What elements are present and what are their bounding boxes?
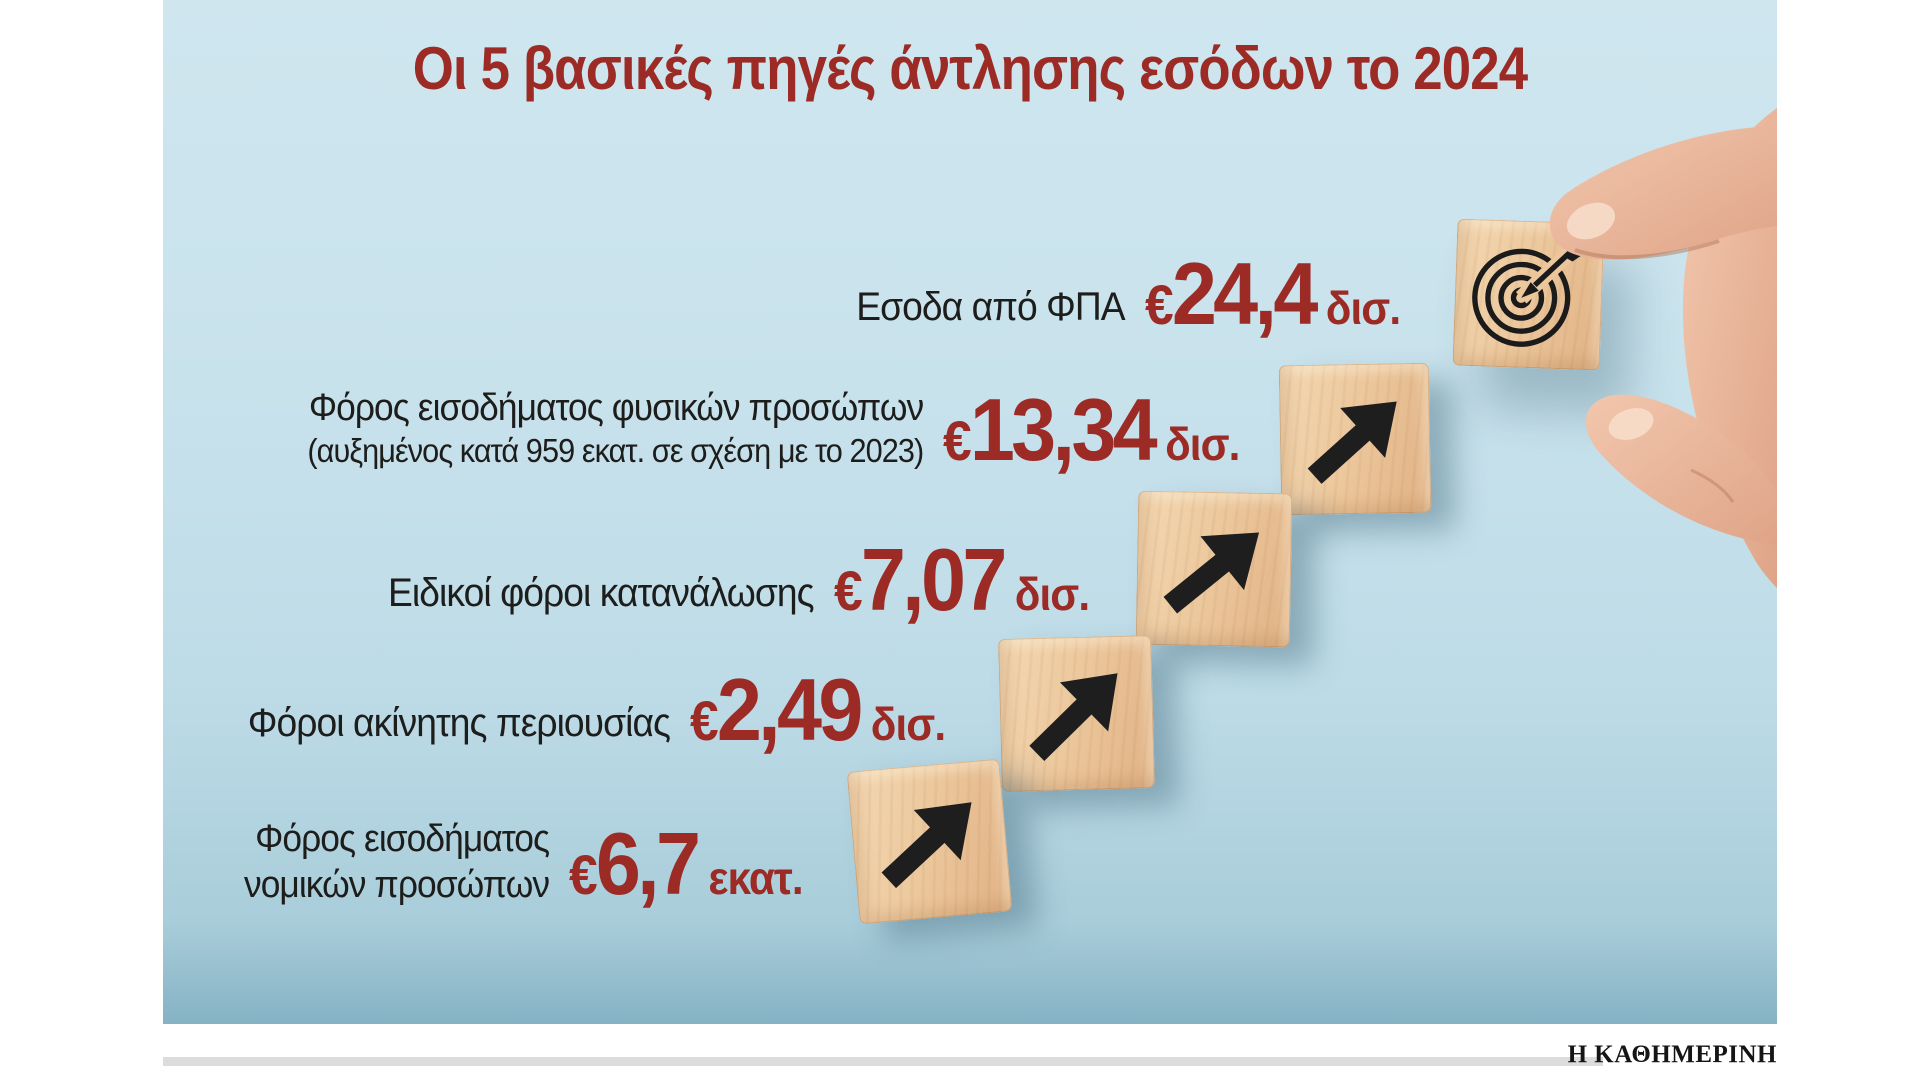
euro-sign: € (943, 409, 970, 472)
value-number: 24,4 (1171, 244, 1315, 343)
row-label: Εσοδα από ΦΠΑ (856, 285, 1125, 329)
euro-sign: € (1145, 273, 1172, 336)
thumbnail (1604, 403, 1657, 446)
row-label: Φόροι ακίνητης περιουσίας (247, 701, 670, 745)
row-value (943, 380, 1240, 479)
value-number: 6,7 (595, 814, 698, 913)
value-unit: δισ. (1325, 282, 1401, 334)
arrow-up-icon (847, 759, 1013, 925)
row-label (244, 816, 549, 909)
row-label: Ειδικοί φόροι κατανάλωσης (388, 571, 814, 615)
wood-block-step-3 (1136, 491, 1293, 648)
target-bullseye-icon (1452, 218, 1604, 370)
row-value (690, 660, 946, 759)
arrow-up-icon (1279, 363, 1432, 516)
value-number: 13,34 (969, 380, 1155, 479)
thumb-crease (1691, 470, 1733, 502)
row-label-line2: (αυξημένος κατά 959 εκατ. σε σχέση με το 2023) (307, 432, 923, 470)
euro-sign: € (569, 843, 596, 906)
revenue-row-excise-duties (388, 530, 1111, 629)
wood-block-step-5-target (1452, 218, 1604, 370)
value-number: 7,07 (860, 530, 1004, 629)
row-label-line2: νομικών προσώπων (243, 864, 549, 907)
revenue-row-personal-income-tax (307, 380, 1265, 479)
euro-sign: € (690, 689, 717, 752)
row-label-line1: Φόρος εισοδήματος (255, 817, 549, 860)
infographic-photo (163, 0, 1777, 1024)
newspaper-logo: Η ΚΑΘΗΜΕΡΙΝΗ (1567, 1041, 1777, 1068)
arrow-up-icon (998, 635, 1155, 792)
divider-bar (163, 1057, 1603, 1066)
wood-block-step-1 (847, 759, 1013, 925)
revenue-row-corporate-income-tax (243, 814, 823, 913)
row-label-line1: Φόρος εισοδήματος φυσικών προσώπων (308, 386, 923, 429)
revenue-row-property-taxes (247, 660, 967, 759)
thumb (1586, 395, 1777, 545)
revenue-row-vat (856, 244, 1422, 343)
arrow-up-icon (1136, 491, 1293, 648)
row-value (834, 530, 1090, 629)
row-value (1145, 244, 1401, 343)
hand-palm (1683, 108, 1777, 588)
wood-block-step-2 (998, 635, 1155, 792)
euro-sign: € (834, 559, 861, 622)
value-unit: εκατ. (708, 852, 803, 904)
value-number: 2,49 (716, 660, 860, 759)
row-value (569, 814, 803, 913)
wood-block-step-4 (1279, 363, 1432, 516)
row-label (307, 385, 923, 472)
page-title: Οι 5 βασικές πηγές άντλησης εσόδων το 2024 (412, 35, 1528, 102)
value-unit: δισ. (870, 698, 946, 750)
value-unit: δισ. (1165, 418, 1240, 470)
value-unit: δισ. (1014, 568, 1090, 620)
